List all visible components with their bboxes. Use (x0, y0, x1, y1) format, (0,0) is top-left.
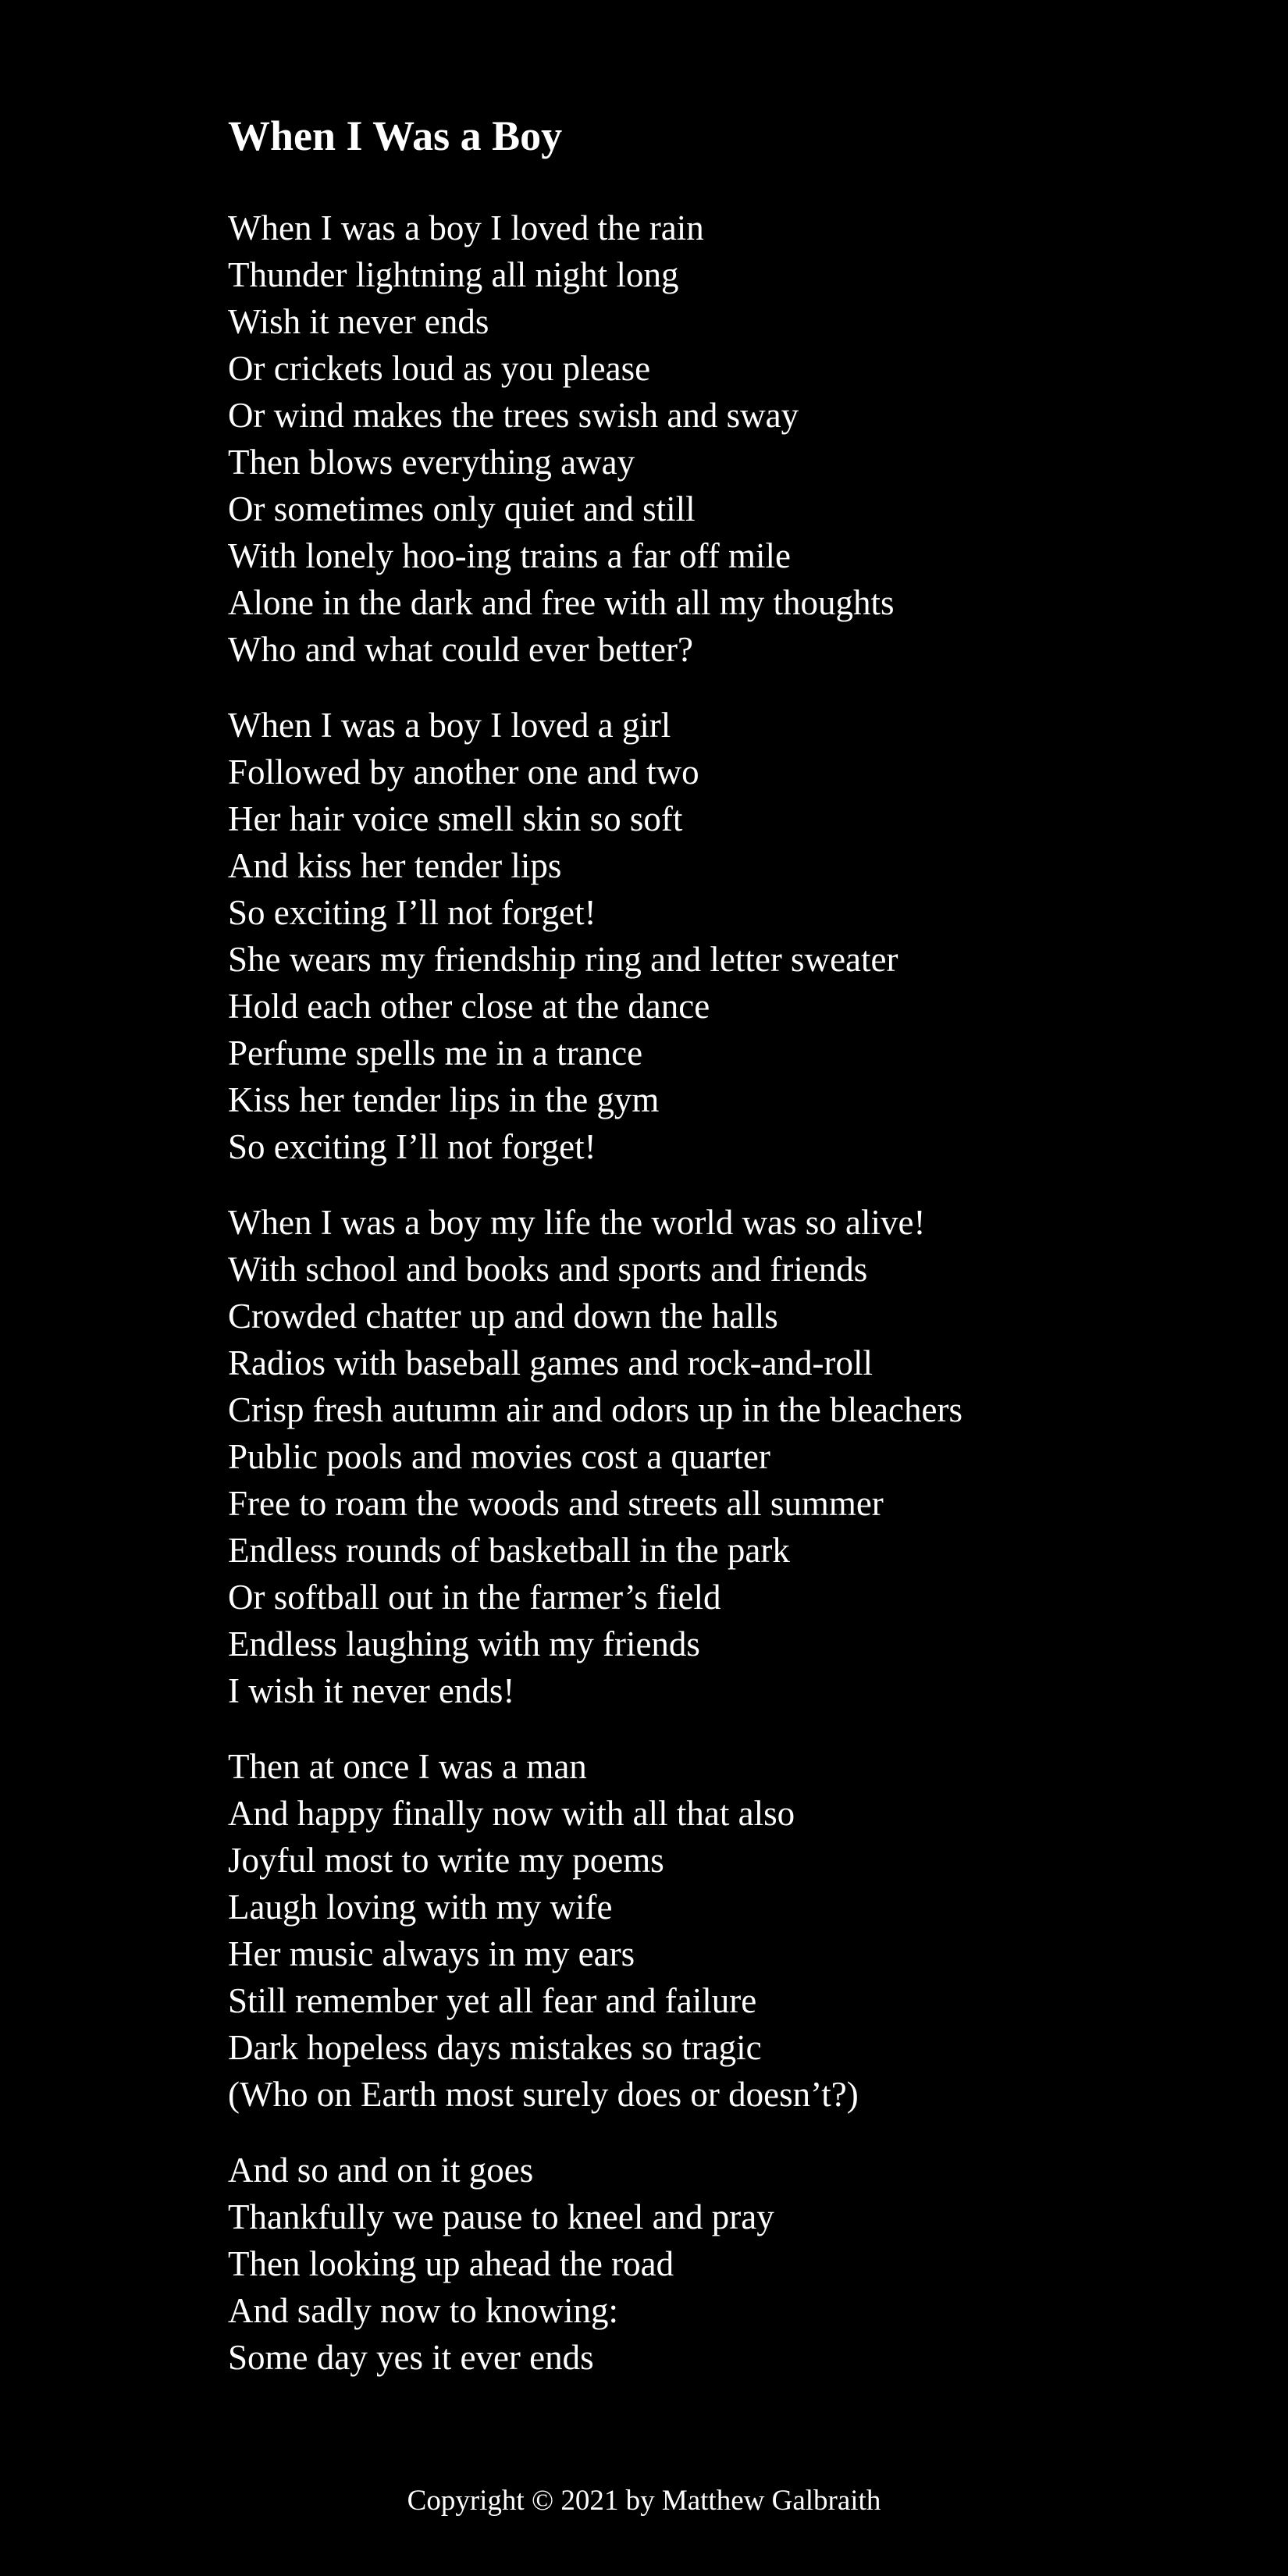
poem-line: Thankfully we pause to kneel and pray (228, 2197, 774, 2236)
poem-line: With lonely hoo-ing trains a far off mile (228, 536, 791, 575)
poem-line: Wish it never ends (228, 302, 489, 341)
poem-line: Who and what could ever better? (228, 630, 693, 669)
poem-line: So exciting I’ll not forget! (228, 893, 596, 932)
poem-line: Perfume spells me in a trance (228, 1034, 643, 1073)
poem-line: Some day yes it ever ends (228, 2338, 594, 2377)
poem-line: And happy finally now with all that also (228, 1794, 795, 1833)
poem-line: And kiss her tender lips (228, 846, 562, 885)
poem-line: Thunder lightning all night long (228, 255, 679, 294)
stanza (228, 205, 1165, 673)
poem-line: Kiss her tender lips in the gym (228, 1080, 660, 1119)
poem-line: Her hair voice smell skin so soft (228, 799, 683, 838)
copyright-notice: Copyright © 2021 by Matthew Galbraith (407, 2485, 881, 2517)
poem-line: Laugh loving with my wife (228, 1888, 613, 1927)
poem-line: Or softball out in the farmer’s field (228, 1578, 721, 1617)
poem-line: With school and books and sports and friends (228, 1250, 868, 1289)
stanza (228, 702, 1165, 1170)
poem-line: She wears my friendship ring and letter sweater (228, 940, 898, 979)
poem-line: Crowded chatter up and down the halls (228, 1297, 778, 1336)
poem-line: Crisp fresh autumn air and odors up in the bleachers (228, 1390, 963, 1429)
poem-line: Her music always in my ears (228, 1934, 635, 1973)
poem-line: Then blows everything away (228, 443, 635, 482)
poem-title: When I Was a Boy (228, 112, 563, 159)
poem-line: Or crickets loud as you please (228, 349, 651, 388)
poem-line: And so and on it goes (228, 2151, 534, 2190)
poem-line: Joyful most to write my poems (228, 1841, 664, 1880)
stanza (228, 1743, 1165, 2118)
poem-line: Still remember yet all fear and failure (228, 1981, 757, 2020)
poem-line: When I was a boy my life the world was so alive! (228, 1203, 926, 1242)
poem-line: Alone in the dark and free with all my thoughts (228, 583, 895, 622)
poem-line: Or wind makes the trees swish and sway (228, 396, 799, 435)
poem-line: When I was a boy I loved the rain (228, 208, 704, 247)
poem-line: And sadly now to knowing: (228, 2291, 618, 2330)
poem-line: Endless rounds of basketball in the park (228, 1531, 790, 1570)
poem-line: Then at once I was a man (228, 1747, 587, 1786)
poem-line: Radios with baseball games and rock-and-roll (228, 1343, 873, 1382)
stanza (228, 2147, 1165, 2381)
poem-line: So exciting I’ll not forget! (228, 1127, 596, 1166)
poem-line: Then looking up ahead the road (228, 2244, 674, 2283)
stanza (228, 1199, 1165, 1714)
poem-line: Or sometimes only quiet and still (228, 489, 696, 528)
poem-line: Hold each other close at the dance (228, 987, 710, 1026)
poem-line: Free to roam the woods and streets all summer (228, 1484, 884, 1523)
poem-line: Endless laughing with my friends (228, 1624, 700, 1663)
poem-line: Dark hopeless days mistakes so tragic (228, 2028, 762, 2067)
poem-line: (Who on Earth most surely does or doesn’t?) (228, 2075, 859, 2114)
poem-line: I wish it never ends! (228, 1671, 515, 1710)
poem-line: Public pools and movies cost a quarter (228, 1437, 770, 1476)
poem-line: Followed by another one and two (228, 753, 699, 792)
poem-line: When I was a boy I loved a girl (228, 706, 671, 745)
poem-body (228, 205, 1165, 2381)
poem (228, 108, 1165, 2410)
